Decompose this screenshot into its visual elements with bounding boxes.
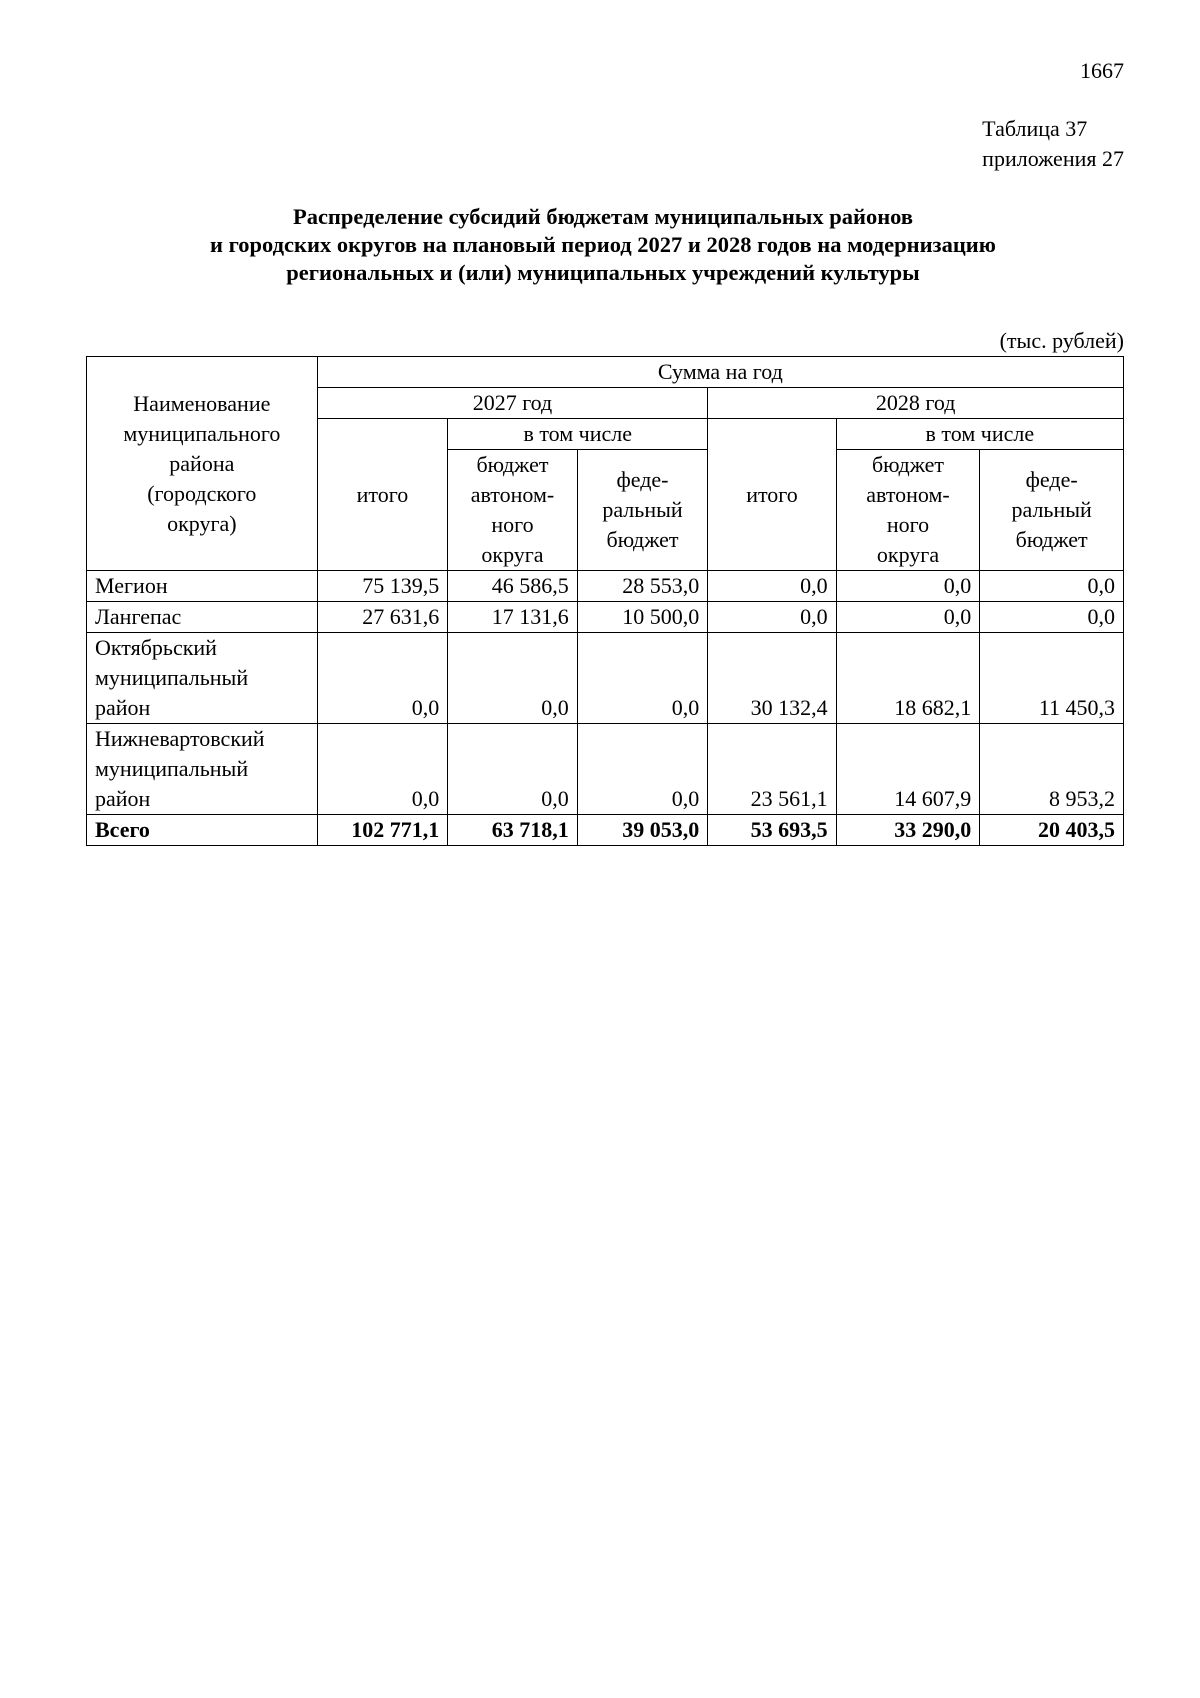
text-line: автоном- <box>470 482 555 507</box>
text-line: район <box>95 786 151 811</box>
value-cell: 8 953,2 <box>980 724 1124 815</box>
value-cell: 0,0 <box>980 602 1124 633</box>
value-cell: 0,0 <box>577 633 708 724</box>
value-cell: 18 682,1 <box>836 633 980 724</box>
municipality-name <box>87 602 318 633</box>
table-row <box>87 724 1124 815</box>
text-line: округа <box>876 542 940 567</box>
table-number: Таблица 37 <box>982 116 1088 141</box>
text-line: Нижневартовский <box>95 726 265 751</box>
total-value-cell: 63 718,1 <box>448 815 577 846</box>
document-title <box>86 203 1120 287</box>
text-line: Лангепас <box>95 604 182 629</box>
text-line: муниципальный <box>95 756 249 781</box>
header-total-2027: итого <box>317 419 448 571</box>
municipality-name <box>87 571 318 602</box>
title-line-1: Распределение субсидий бюджетам муниципальных районов <box>292 204 914 229</box>
text-line: района <box>169 450 235 476</box>
header-sum-per-year: Сумма на год <box>317 357 1123 388</box>
total-label: Всего <box>87 815 318 846</box>
header-federal-2027 <box>577 450 708 571</box>
value-cell: 0,0 <box>448 633 577 724</box>
total-row <box>87 815 1124 846</box>
text-line: ральный <box>602 497 683 522</box>
table-row <box>87 633 1124 724</box>
text-line: бюджет <box>606 527 679 552</box>
text-line: муниципальный <box>95 665 249 690</box>
text-line: Наименование <box>133 390 271 416</box>
text-line: район <box>95 695 151 720</box>
title-line-2: и городских округов на плановый период 2027 и 2028 годов на модернизацию <box>210 232 996 257</box>
text-line: автоном- <box>866 482 950 507</box>
total-value-cell: 53 693,5 <box>708 815 836 846</box>
total-value-cell: 33 290,0 <box>836 815 980 846</box>
text-line: феде- <box>1025 467 1078 492</box>
table-reference <box>982 114 1124 174</box>
text-line: феде- <box>616 467 669 492</box>
header-including-2027: в том числе <box>448 419 708 450</box>
value-cell: 11 450,3 <box>980 633 1124 724</box>
header-budget-ao-2028 <box>836 450 980 571</box>
table-row <box>87 602 1124 633</box>
value-cell: 30 132,4 <box>708 633 836 724</box>
text-line: бюджет <box>476 452 549 477</box>
value-cell: 17 131,6 <box>448 602 577 633</box>
municipality-name <box>87 633 318 724</box>
value-cell: 75 139,5 <box>317 571 448 602</box>
text-line: ральный <box>1011 497 1092 522</box>
value-cell: 46 586,5 <box>448 571 577 602</box>
value-cell: 28 553,0 <box>577 571 708 602</box>
text-line: округа <box>481 542 544 567</box>
value-cell: 0,0 <box>980 571 1124 602</box>
table-row <box>87 571 1124 602</box>
text-line: ного <box>491 512 534 537</box>
text-line: муниципального <box>123 420 281 446</box>
value-cell: 27 631,6 <box>317 602 448 633</box>
text-line: (городского <box>147 480 257 506</box>
header-municipality <box>87 357 318 571</box>
header-federal-2028 <box>980 450 1124 571</box>
value-cell: 0,0 <box>836 571 980 602</box>
subsidy-table <box>86 356 1124 846</box>
text-line: округа) <box>167 510 237 536</box>
value-cell: 23 561,1 <box>708 724 836 815</box>
header-including-2028: в том числе <box>836 419 1123 450</box>
municipality-name <box>87 724 318 815</box>
total-value-cell: 39 053,0 <box>577 815 708 846</box>
units-label: (тыс. рублей) <box>999 328 1124 353</box>
value-cell: 0,0 <box>317 724 448 815</box>
value-cell: 0,0 <box>448 724 577 815</box>
text-line: бюджет <box>1015 527 1088 552</box>
value-cell: 10 500,0 <box>577 602 708 633</box>
text-line: Мегион <box>95 573 168 598</box>
header-budget-ao-2027 <box>448 450 577 571</box>
value-cell: 0,0 <box>836 602 980 633</box>
page-number: 1667 <box>1080 58 1124 83</box>
value-cell: 14 607,9 <box>836 724 980 815</box>
value-cell: 0,0 <box>577 724 708 815</box>
value-cell: 0,0 <box>708 571 836 602</box>
header-total-2028: итого <box>708 419 836 571</box>
text-line: ного <box>886 512 930 537</box>
total-value-cell: 20 403,5 <box>980 815 1124 846</box>
appendix-number: приложения 27 <box>982 146 1124 171</box>
text-line: бюджет <box>871 452 944 477</box>
text-line: Октябрьский <box>95 635 217 660</box>
header-year-2028: 2028 год <box>708 388 1124 419</box>
title-line-3: региональных и (или) муниципальных учреждений культуры <box>286 260 920 285</box>
total-value-cell: 102 771,1 <box>317 815 448 846</box>
value-cell: 0,0 <box>708 602 836 633</box>
value-cell: 0,0 <box>317 633 448 724</box>
header-year-2027: 2027 год <box>317 388 708 419</box>
